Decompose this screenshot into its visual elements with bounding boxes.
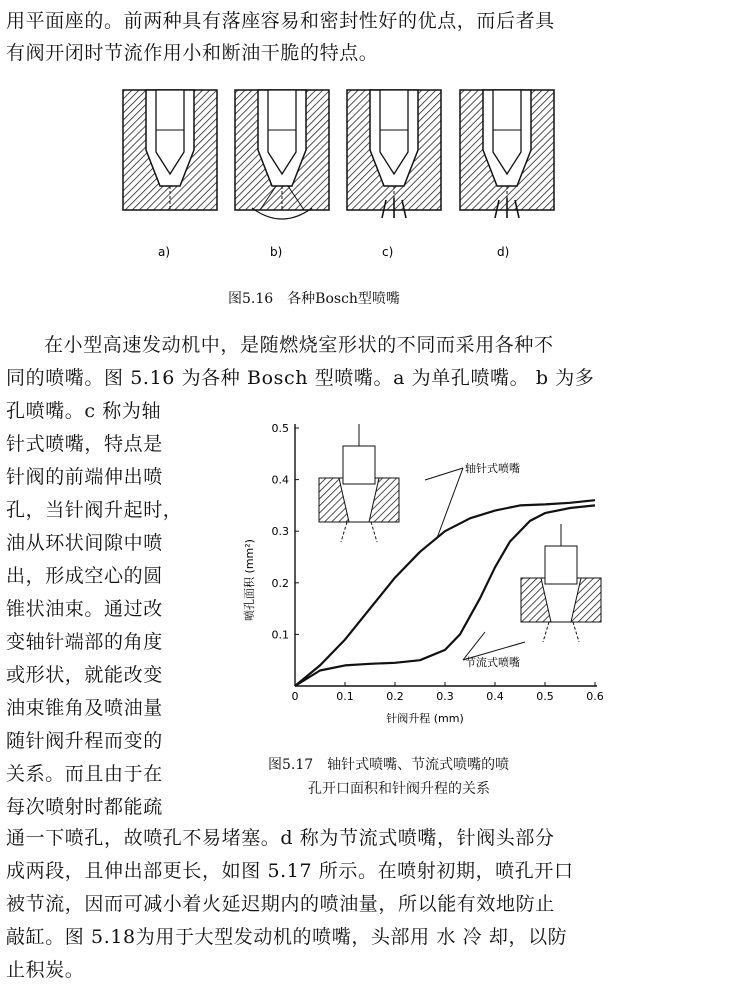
x-tick-label: 0.3 bbox=[436, 690, 454, 703]
left-column-line: 关系。而且由于在 bbox=[6, 763, 163, 785]
left-column-line: 孔，当针阀升起时， bbox=[6, 499, 183, 521]
nozzle-drawing bbox=[460, 90, 554, 218]
inset-nozzle-sketch bbox=[521, 524, 601, 642]
left-column-line: 孔喷嘴。c 称为轴 bbox=[6, 400, 162, 422]
text-line-1: 用平面座的。前两种具有落座容易和密封性好的优点，而后者具 bbox=[6, 10, 555, 32]
left-column-line: 针式喷嘴，特点是 bbox=[6, 433, 163, 455]
y-tick-label: 0.4 bbox=[271, 473, 289, 487]
x-axis-label: 针阀升程 (mm) bbox=[386, 712, 464, 725]
y-tick-label: 0.3 bbox=[271, 525, 289, 539]
left-column-line: 出，形成空心的圆 bbox=[6, 565, 163, 587]
fig516-label-c: c) bbox=[382, 245, 394, 259]
left-column-line: 针阀的前端伸出喷 bbox=[6, 466, 163, 488]
left-column-line: 每次喷射时都能疏 bbox=[6, 796, 163, 818]
fig516-label-d: d) bbox=[497, 245, 510, 259]
x-tick-label: 0.6 bbox=[586, 690, 604, 703]
leader-line bbox=[425, 468, 463, 480]
figure-5-16 bbox=[0, 80, 738, 350]
left-column-line: 随针阀升程而变的 bbox=[6, 730, 163, 752]
fig516-label-b: b) bbox=[270, 245, 283, 259]
nozzle-drawing bbox=[347, 90, 441, 218]
series-label-throttle: 节流式喷嘴 bbox=[465, 656, 520, 669]
x-tick-label: 0.5 bbox=[536, 690, 554, 703]
y-tick-label: 0.1 bbox=[271, 628, 289, 642]
para-a-line-2: 同的喷嘴。图 5.16 为各种 Bosch 型喷嘴。a 为单孔喷嘴。 b 为多 bbox=[6, 367, 595, 389]
left-column-line: 或形状，就能改变 bbox=[6, 664, 163, 686]
x-tick-label: 0 bbox=[291, 690, 299, 703]
series-label-pintle: 轴针式喷嘴 bbox=[465, 462, 520, 475]
nozzle-drawing bbox=[123, 90, 217, 210]
fig517-caption-line-2: 孔开口面积和针阀升程的关系 bbox=[308, 781, 490, 797]
x-tick-label: 0.2 bbox=[386, 690, 404, 703]
y-tick-label: 0.5 bbox=[271, 422, 289, 435]
left-column-line: 油从环状间隙中喷 bbox=[6, 532, 163, 554]
figure-5-17-chart bbox=[245, 410, 605, 730]
left-column-line: 锥状油束。通过改 bbox=[6, 598, 163, 620]
fig517-caption-line-1: 图5.17 轴针式喷嘴、节流式喷嘴的喷 bbox=[268, 757, 510, 773]
x-tick-label: 0.4 bbox=[486, 690, 504, 703]
fig516-caption: 图5.16 各种Bosch型喷嘴 bbox=[228, 291, 400, 307]
x-tick-label: 0.1 bbox=[336, 690, 354, 703]
y-axis-label: 喷孔面积 (mm²) bbox=[243, 539, 256, 621]
para-b-line: 止积炭。 bbox=[6, 959, 85, 981]
fig516-label-a: a) bbox=[158, 245, 171, 259]
nozzle-drawing bbox=[235, 90, 329, 219]
inset-nozzle-sketch bbox=[319, 424, 399, 542]
para-b-line: 被节流，因而可减小着火延迟期内的喷油量，所以能有效地防止 bbox=[6, 893, 555, 915]
text-line-2: 有阀开闭时节流作用小和断油干脆的特点。 bbox=[6, 42, 379, 64]
para-b-line: 成两段，且伸出部更长，如图 5.17 所示。在喷射初期，喷孔开口 bbox=[6, 860, 574, 882]
y-tick-label: 0.2 bbox=[271, 576, 289, 590]
left-column-line: 变轴针端部的角度 bbox=[6, 631, 163, 653]
left-column-line: 油束锥角及喷油量 bbox=[6, 697, 163, 719]
para-b-line: 敲缸。图 5.18为用于大型发动机的喷嘴，头部用 水 冷 却，以防 bbox=[6, 926, 568, 948]
para-b-line: 通一下喷孔，故喷孔不易堵塞。d 称为节流式喷嘴，针阀头部分 bbox=[6, 827, 555, 849]
para-a-line-1: 在小型高速发动机中，是随燃烧室形状的不同而采用各种不 bbox=[44, 334, 554, 356]
